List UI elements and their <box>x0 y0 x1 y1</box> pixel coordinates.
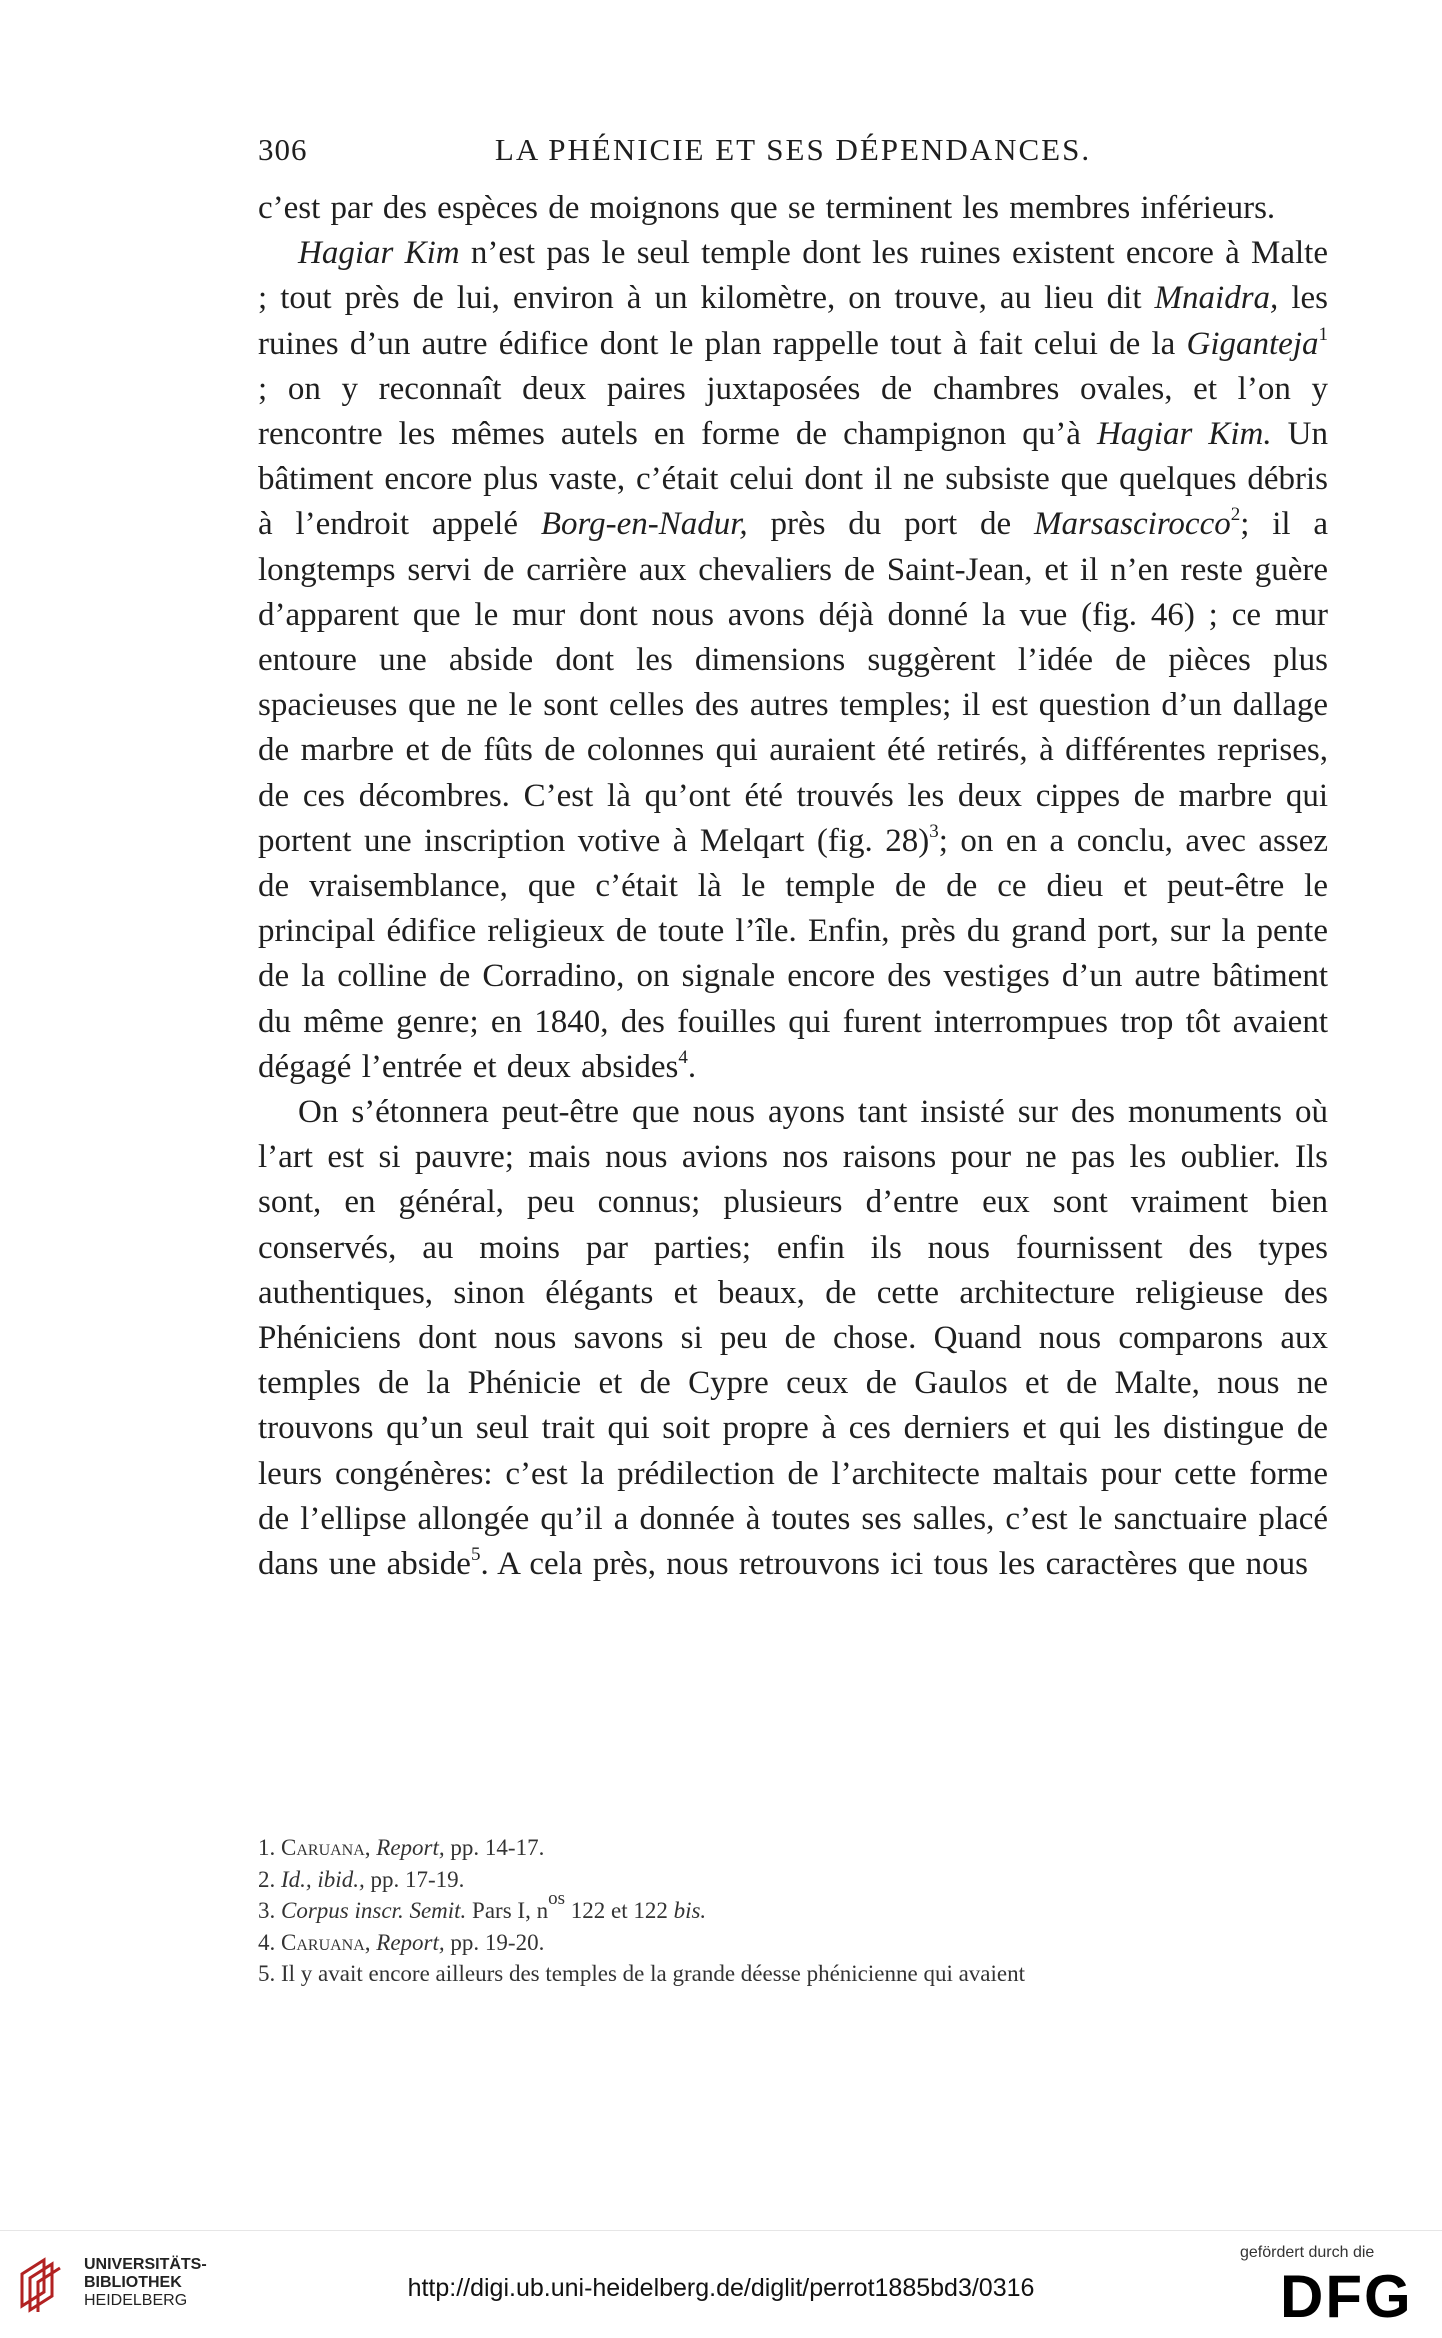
footnote-ref[interactable]: 2 <box>1230 504 1241 526</box>
library-name: UNIVERSITÄTS- BIBLIOTHEK HEIDELBERG <box>84 2256 207 2309</box>
funded-by-label: gefördert durch die <box>1240 2244 1375 2261</box>
place-name: Giganteja <box>1186 325 1319 362</box>
footnote-ref[interactable]: 3 <box>929 820 939 842</box>
page-number: 306 <box>258 132 308 167</box>
footnote-ref[interactable]: 4 <box>678 1046 688 1068</box>
place-name: Borg-en-Nadur, <box>540 506 748 543</box>
dfg-logo: DFG <box>1280 2263 1413 2330</box>
footnote-4: 4. Caruana, Report, pp. 19-20. <box>258 1929 545 1955</box>
paragraph-3: On s’étonnera peut-être que nous ayons tant insisté sur des monuments où l’art est si pauvre; mais nous avions nos raisons pour ne pas les oublier. Ils sont, en général, peu connus; plusieurs d’entre eux sont vraiment bien conservés, au moins par parties; enfin ils nous fournissent des types authentiques, sinon élégants et beaux, de cette architecture religieuse des Phéniciens dont nous savons si peu de chose. Quand nous comparons aux temples de la Phénicie et de Cypre ceux de Gaulos et de Malte, nous ne trouvons qu’un seul trait qui soit propre à ces derniers et qui les distingue de leurs congénères: c’est la prédilection de l’architecte maltais pour cette forme de l’ellipse allongée qu’il a donnée à toutes ses salles, c’est le sanctuaire placé dans une abside$^5$. A cela près, nous retrouvons ici tous les caractères que nous <box>258 1094 1328 1583</box>
place-name: Mnaidra, <box>1154 280 1279 317</box>
running-title: LA PHÉNICIE ET SES DÉPENDANCES. <box>494 132 1092 167</box>
footnote-3: 3. Corpus inscr. Semit. Pars I, $n^{os}$ 122 et 122 bis. <box>258 1895 707 1923</box>
footnote-ref[interactable]: 5 <box>470 1544 481 1566</box>
paragraph-1: c’est par des espèces de moignons que se terminent les membres inférieurs. <box>258 190 1276 226</box>
place-name: Hagiar Kim <box>298 235 460 272</box>
permalink[interactable]: http://digi.ub.uni-heidelberg.de/diglit/perrot1885bd3/0316 <box>407 2274 1035 2302</box>
place-name: Marsascirocco <box>1033 506 1231 543</box>
paragraph-2: Hagiar Kim n’est pas le seul temple dont les ruines existent encore à Malte ; tout près de lui, environ à un kilomètre, on trouve, au lieu dit Mnaidra, les ruines d’un autre édifice dont le plan rappelle tout à fait celui de la Giganteja$^1$ ; on y reconnaît deux paires juxtaposées de chambres ovales, et l’on y rencontre les mêmes autels en forme de champignon qu’à Hagiar Kim. Un bâtiment encore plus vaste, c’était celui dont il ne subsiste que quelques débris à l’endroit appelé Borg-en-Nadur, près du port de Marsascirocco$^2$; il a longtemps servi de carrière aux chevaliers de Saint-Jean, et il n’en reste guère d’apparent que le mur dont nous avons déjà donné la vue (fig. 46) ; ce mur entoure une abside dont les dimensions suggèrent l’idée de pièces plus spacieuses que ne le sont celles des autres temples; il est question d’un dallage de marbre et de fûts de colonnes qui auraient été retirés, à différentes reprises, de ces décombres. C’est là qu’ont été trouvés les deux cippes de marbre qui portent une inscription votive à Melqart (fig. 28)$^3$; on en a conclu, avec assez de vraisemblance, que c’était là le temple de de ce dieu et peut-être le principal édifice religieux de toute l’île. Enfin, près du grand port, sur la pente de la colline de Corradino, on signale encore des vestiges d’un autre bâtiment du même genre; en 1840, des fouilles qui furent interrompues trop tôt avaient dégagé l’entrée et deux absides$^4$. <box>258 235 1329 1085</box>
body-text <box>258 186 1328 1587</box>
footnotes <box>258 1832 1328 1990</box>
footnote-ref[interactable]: 1 <box>1318 323 1328 345</box>
footnote-1: 1. Caruana, Report, pp. 14-17. <box>258 1835 545 1860</box>
place-name: Hagiar Kim. <box>1096 416 1272 453</box>
footnote-5: 5. Il y avait encore ailleurs des temples de la grande déesse phénicienne qui avaient <box>258 1961 1025 1986</box>
footnote-2: 2. Id., ibid., pp. 17-19. <box>258 1866 465 1892</box>
